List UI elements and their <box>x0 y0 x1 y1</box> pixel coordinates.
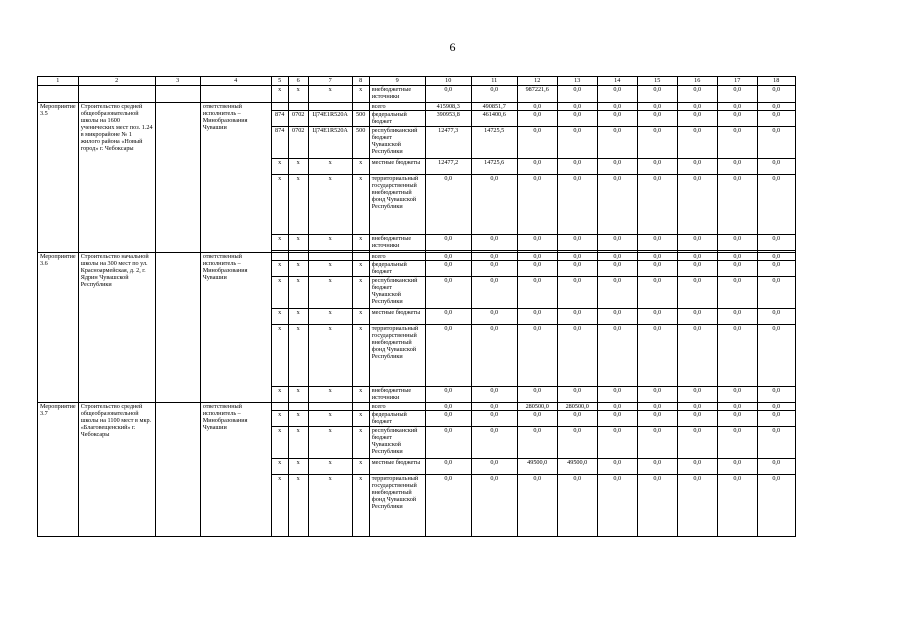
value-cell: 0,0 <box>517 411 557 427</box>
header-cell: 10 <box>425 77 471 86</box>
value-cell: 0,0 <box>471 387 517 403</box>
cell-c9: всего <box>369 253 425 261</box>
cell-c9: местные бюджеты <box>369 159 425 175</box>
cell-c5 <box>271 253 288 261</box>
value-cell: 987221,6 <box>517 86 557 103</box>
value-cell: 0,0 <box>597 411 637 427</box>
budget-table <box>37 76 796 537</box>
cell-c5: х <box>271 277 288 309</box>
cell-c6: х <box>288 475 308 537</box>
cell-c9: местные бюджеты <box>369 309 425 325</box>
header-cell: 13 <box>557 77 597 86</box>
table-row <box>38 103 796 111</box>
cell-c7: х <box>308 261 352 277</box>
value-cell: 0,0 <box>637 127 677 159</box>
value-cell: 0,0 <box>517 127 557 159</box>
cell-c9: территориальный государственный внебюджетный фонд Чувашской Республики <box>369 475 425 537</box>
value-cell: 0,0 <box>471 459 517 475</box>
cell-c8 <box>352 403 369 411</box>
cell-c8: х <box>352 427 369 459</box>
value-cell: 0,0 <box>757 387 795 403</box>
cell-c9: всего <box>369 103 425 111</box>
cell-c9: всего <box>369 403 425 411</box>
value-cell: 0,0 <box>717 427 757 459</box>
value-cell: 0,0 <box>677 403 717 411</box>
cell-c1 <box>38 86 79 103</box>
value-cell: 0,0 <box>757 277 795 309</box>
value-cell: 0,0 <box>471 309 517 325</box>
header-cell: 17 <box>717 77 757 86</box>
value-cell: 0,0 <box>717 309 757 325</box>
value-cell: 0,0 <box>557 261 597 277</box>
cell-c3 <box>155 103 200 253</box>
value-cell: 0,0 <box>597 127 637 159</box>
value-cell: 0,0 <box>677 261 717 277</box>
cell-c6: х <box>288 235 308 251</box>
cell-c7 <box>308 403 352 411</box>
cell-c5: х <box>271 159 288 175</box>
value-cell: 0,0 <box>517 253 557 261</box>
value-cell: 0,0 <box>717 475 757 537</box>
cell-c8: х <box>352 325 369 387</box>
value-cell: 0,0 <box>597 111 637 127</box>
value-cell: 0,0 <box>677 175 717 235</box>
value-cell: 0,0 <box>637 86 677 103</box>
value-cell: 0,0 <box>637 403 677 411</box>
cell-c6: 0702 <box>288 111 308 127</box>
cell-c6: х <box>288 309 308 325</box>
value-cell: 0,0 <box>677 427 717 459</box>
page-number: 6 <box>449 40 456 54</box>
cell-c8: х <box>352 86 369 103</box>
value-cell: 0,0 <box>717 111 757 127</box>
value-cell: 0,0 <box>717 235 757 251</box>
value-cell: 0,0 <box>557 475 597 537</box>
header-cell: 14 <box>597 77 637 86</box>
value-cell: 0,0 <box>597 159 637 175</box>
value-cell: 0,0 <box>717 261 757 277</box>
value-cell: 0,0 <box>425 427 471 459</box>
cell-c4 <box>200 86 271 103</box>
cell-c9: внебюджетные источники <box>369 235 425 251</box>
value-cell: 0,0 <box>597 325 637 387</box>
value-cell: 0,0 <box>637 411 677 427</box>
value-cell: 0,0 <box>677 277 717 309</box>
cell-c4: ответственный исполнитель – Минобразования Чувашии <box>200 253 271 403</box>
value-cell: 0,0 <box>471 277 517 309</box>
cell-c7: х <box>308 475 352 537</box>
cell-c8: х <box>352 387 369 403</box>
value-cell: 280500,0 <box>517 403 557 411</box>
value-cell: 0,0 <box>757 475 795 537</box>
cell-c6 <box>288 103 308 111</box>
value-cell: 0,0 <box>597 459 637 475</box>
cell-c7: х <box>308 459 352 475</box>
value-cell: 0,0 <box>557 111 597 127</box>
value-cell: 0,0 <box>637 459 677 475</box>
value-cell: 0,0 <box>717 325 757 387</box>
value-cell: 0,0 <box>517 261 557 277</box>
value-cell: 0,0 <box>637 175 677 235</box>
value-cell: 0,0 <box>677 111 717 127</box>
value-cell: 0,0 <box>717 459 757 475</box>
cell-c8 <box>352 103 369 111</box>
value-cell: 0,0 <box>557 325 597 387</box>
cell-c9: республиканский бюджет Чувашской Республики <box>369 427 425 459</box>
value-cell: 0,0 <box>637 261 677 277</box>
header-cell: 4 <box>200 77 271 86</box>
cell-c1: Мероприятие 3.5 <box>38 103 79 253</box>
cell-c7: х <box>308 159 352 175</box>
value-cell: 0,0 <box>425 235 471 251</box>
cell-c9: федеральный бюджет <box>369 261 425 277</box>
cell-c8: х <box>352 277 369 309</box>
cell-c4: ответственный исполнитель – Минобразования Чувашии <box>200 403 271 537</box>
cell-c9: внебюджетные источники <box>369 387 425 403</box>
value-cell: 0,0 <box>757 253 795 261</box>
cell-c9: территориальный государственный внебюджетный фонд Чувашской Республики <box>369 175 425 235</box>
cell-c2: Строительство начальной школы на 300 мест по ул. Красноармейская, д. 2, г. Ядрин Чувашской Республики <box>78 253 155 403</box>
value-cell: 0,0 <box>757 86 795 103</box>
value-cell: 0,0 <box>717 175 757 235</box>
value-cell: 0,0 <box>471 86 517 103</box>
value-cell: 0,0 <box>597 403 637 411</box>
value-cell: 390953,8 <box>425 111 471 127</box>
value-cell: 0,0 <box>597 235 637 251</box>
cell-c6: 0702 <box>288 127 308 159</box>
cell-c6: х <box>288 261 308 277</box>
value-cell: 0,0 <box>677 411 717 427</box>
value-cell: 0,0 <box>425 309 471 325</box>
value-cell: 280500,0 <box>557 403 597 411</box>
value-cell: 0,0 <box>425 261 471 277</box>
value-cell: 0,0 <box>757 235 795 251</box>
value-cell: 0,0 <box>677 127 717 159</box>
cell-c6: х <box>288 277 308 309</box>
cell-c7 <box>308 103 352 111</box>
cell-c8: х <box>352 159 369 175</box>
header-cell: 16 <box>677 77 717 86</box>
cell-c5: х <box>271 475 288 537</box>
cell-c6: х <box>288 387 308 403</box>
cell-c5: х <box>271 235 288 251</box>
header-cell: 2 <box>78 77 155 86</box>
cell-c3 <box>155 86 200 103</box>
value-cell: 0,0 <box>425 253 471 261</box>
value-cell: 0,0 <box>757 175 795 235</box>
value-cell: 0,0 <box>597 86 637 103</box>
value-cell: 0,0 <box>471 403 517 411</box>
cell-c8: х <box>352 411 369 427</box>
value-cell: 0,0 <box>757 411 795 427</box>
value-cell: 0,0 <box>471 253 517 261</box>
table-row <box>38 86 796 103</box>
value-cell: 0,0 <box>557 411 597 427</box>
cell-c9: республиканский бюджет Чувашской Республики <box>369 277 425 309</box>
value-cell: 0,0 <box>677 103 717 111</box>
value-cell: 415908,3 <box>425 103 471 111</box>
value-cell: 14725,6 <box>471 159 517 175</box>
cell-c7: Ц74Е1R520А <box>308 111 352 127</box>
cell-c7: х <box>308 277 352 309</box>
cell-c8: х <box>352 261 369 277</box>
value-cell: 0,0 <box>557 277 597 309</box>
cell-c6: х <box>288 411 308 427</box>
cell-c1: Мероприятие 3.7 <box>38 403 79 537</box>
value-cell: 0,0 <box>597 103 637 111</box>
value-cell: 0,0 <box>557 86 597 103</box>
header-cell: 7 <box>308 77 352 86</box>
value-cell: 0,0 <box>425 475 471 537</box>
value-cell: 0,0 <box>517 103 557 111</box>
cell-c5: х <box>271 427 288 459</box>
header-cell: 8 <box>352 77 369 86</box>
value-cell: 0,0 <box>757 159 795 175</box>
header-cell: 9 <box>369 77 425 86</box>
cell-c7: х <box>308 387 352 403</box>
cell-c7: х <box>308 309 352 325</box>
value-cell: 0,0 <box>717 411 757 427</box>
cell-c6: х <box>288 459 308 475</box>
value-cell: 0,0 <box>717 103 757 111</box>
cell-c7: х <box>308 86 352 103</box>
value-cell: 0,0 <box>637 235 677 251</box>
value-cell: 0,0 <box>597 277 637 309</box>
value-cell: 0,0 <box>557 253 597 261</box>
value-cell: 0,0 <box>517 175 557 235</box>
cell-c5 <box>271 103 288 111</box>
cell-c5: 874 <box>271 127 288 159</box>
value-cell: 0,0 <box>517 277 557 309</box>
value-cell: 0,0 <box>557 159 597 175</box>
table-row <box>38 403 796 411</box>
value-cell: 0,0 <box>471 427 517 459</box>
value-cell: 0,0 <box>677 253 717 261</box>
cell-c9: местные бюджеты <box>369 459 425 475</box>
cell-c8: х <box>352 459 369 475</box>
value-cell: 0,0 <box>637 475 677 537</box>
value-cell: 0,0 <box>757 127 795 159</box>
value-cell: 0,0 <box>597 387 637 403</box>
value-cell: 0,0 <box>557 309 597 325</box>
value-cell: 0,0 <box>717 277 757 309</box>
value-cell: 0,0 <box>717 253 757 261</box>
value-cell: 0,0 <box>597 309 637 325</box>
value-cell: 0,0 <box>425 325 471 387</box>
value-cell: 0,0 <box>637 103 677 111</box>
value-cell: 0,0 <box>425 459 471 475</box>
cell-c9: территориальный государственный внебюджетный фонд Чувашской Республики <box>369 325 425 387</box>
cell-c8: 500 <box>352 111 369 127</box>
cell-c6: х <box>288 159 308 175</box>
cell-c7: х <box>308 175 352 235</box>
value-cell: 0,0 <box>557 127 597 159</box>
value-cell: 12477,3 <box>425 127 471 159</box>
value-cell: 0,0 <box>717 127 757 159</box>
value-cell: 0,0 <box>425 403 471 411</box>
value-cell: 0,0 <box>557 427 597 459</box>
value-cell: 0,0 <box>425 411 471 427</box>
value-cell: 0,0 <box>471 475 517 537</box>
value-cell: 0,0 <box>637 253 677 261</box>
cell-c8: х <box>352 235 369 251</box>
value-cell: 0,0 <box>425 277 471 309</box>
value-cell: 0,0 <box>717 403 757 411</box>
value-cell: 0,0 <box>425 86 471 103</box>
value-cell: 0,0 <box>757 103 795 111</box>
value-cell: 0,0 <box>637 427 677 459</box>
value-cell: 0,0 <box>677 159 717 175</box>
header-cell: 3 <box>155 77 200 86</box>
cell-c1: Мероприятие 3.6 <box>38 253 79 403</box>
value-cell: 0,0 <box>637 309 677 325</box>
cell-c4: ответственный исполнитель – Минобразования Чувашии <box>200 103 271 253</box>
value-cell: 0,0 <box>717 86 757 103</box>
value-cell: 0,0 <box>677 235 717 251</box>
value-cell: 0,0 <box>597 261 637 277</box>
value-cell: 0,0 <box>677 387 717 403</box>
value-cell: 0,0 <box>757 459 795 475</box>
value-cell: 0,0 <box>471 411 517 427</box>
value-cell: 0,0 <box>637 387 677 403</box>
cell-c7: х <box>308 325 352 387</box>
cell-c7: Ц74Е1R520А <box>308 127 352 159</box>
value-cell: 0,0 <box>757 261 795 277</box>
cell-c5: х <box>271 261 288 277</box>
value-cell: 0,0 <box>557 387 597 403</box>
value-cell: 49500,0 <box>557 459 597 475</box>
cell-c8: 500 <box>352 127 369 159</box>
value-cell: 0,0 <box>517 111 557 127</box>
cell-c8: х <box>352 309 369 325</box>
value-cell: 0,0 <box>517 235 557 251</box>
value-cell: 12477,2 <box>425 159 471 175</box>
value-cell: 0,0 <box>517 475 557 537</box>
cell-c6 <box>288 253 308 261</box>
cell-c7: х <box>308 427 352 459</box>
cell-c5: х <box>271 411 288 427</box>
value-cell: 0,0 <box>717 387 757 403</box>
table-header-row <box>38 77 796 86</box>
cell-c8: х <box>352 175 369 235</box>
cell-c8: х <box>352 475 369 537</box>
header-cell: 15 <box>637 77 677 86</box>
header-cell: 11 <box>471 77 517 86</box>
cell-c2: Строительство средней общеобразовательной школы на 1600 ученических мест поз. 1.24 в микрорайоне № 1 жилого района «Новый город» г. Чебоксары <box>78 103 155 253</box>
cell-c3 <box>155 403 200 537</box>
cell-c6 <box>288 403 308 411</box>
cell-c8 <box>352 253 369 261</box>
cell-c2: Строительство средней общеобразовательной школы на 1100 мест в мкр. «Благовещенский» г. Чебоксары <box>78 403 155 537</box>
table-row <box>38 253 796 261</box>
value-cell: 461400,6 <box>471 111 517 127</box>
cell-c9: федеральный бюджет <box>369 111 425 127</box>
cell-c6: х <box>288 175 308 235</box>
value-cell: 0,0 <box>597 475 637 537</box>
value-cell: 0,0 <box>637 277 677 309</box>
value-cell: 0,0 <box>597 175 637 235</box>
value-cell: 0,0 <box>677 309 717 325</box>
cell-c6: х <box>288 86 308 103</box>
cell-c7: х <box>308 411 352 427</box>
value-cell: 0,0 <box>597 253 637 261</box>
cell-c9: внебюджетные источники <box>369 86 425 103</box>
value-cell: 0,0 <box>471 175 517 235</box>
value-cell: 0,0 <box>517 427 557 459</box>
value-cell: 0,0 <box>757 427 795 459</box>
cell-c9: федеральный бюджет <box>369 411 425 427</box>
header-cell: 18 <box>757 77 795 86</box>
value-cell: 0,0 <box>637 159 677 175</box>
cell-c5: х <box>271 86 288 103</box>
header-cell: 5 <box>271 77 288 86</box>
value-cell: 0,0 <box>677 459 717 475</box>
cell-c5: х <box>271 325 288 387</box>
value-cell: 490851,7 <box>471 103 517 111</box>
value-cell: 0,0 <box>517 309 557 325</box>
cell-c6: х <box>288 427 308 459</box>
value-cell: 0,0 <box>471 325 517 387</box>
cell-c5: х <box>271 309 288 325</box>
value-cell: 0,0 <box>425 387 471 403</box>
cell-c7 <box>308 253 352 261</box>
value-cell: 0,0 <box>757 325 795 387</box>
cell-c5: х <box>271 459 288 475</box>
header-cell: 1 <box>38 77 79 86</box>
cell-c6: х <box>288 325 308 387</box>
cell-c5 <box>271 403 288 411</box>
cell-c2 <box>78 86 155 103</box>
value-cell: 0,0 <box>517 159 557 175</box>
value-cell: 0,0 <box>557 235 597 251</box>
cell-c3 <box>155 253 200 403</box>
value-cell: 0,0 <box>471 261 517 277</box>
value-cell: 0,0 <box>425 175 471 235</box>
cell-c5: 874 <box>271 111 288 127</box>
value-cell: 0,0 <box>757 309 795 325</box>
cell-c9: республиканский бюджет Чувашской Республики <box>369 127 425 159</box>
header-cell: 6 <box>288 77 308 86</box>
value-cell: 0,0 <box>677 475 717 537</box>
value-cell: 0,0 <box>677 86 717 103</box>
value-cell: 0,0 <box>637 111 677 127</box>
cell-c5: х <box>271 175 288 235</box>
value-cell: 49500,0 <box>517 459 557 475</box>
value-cell: 0,0 <box>597 427 637 459</box>
value-cell: 0,0 <box>757 111 795 127</box>
value-cell: 0,0 <box>757 403 795 411</box>
value-cell: 14725,5 <box>471 127 517 159</box>
value-cell: 0,0 <box>517 387 557 403</box>
header-cell: 12 <box>517 77 557 86</box>
value-cell: 0,0 <box>717 159 757 175</box>
value-cell: 0,0 <box>637 325 677 387</box>
cell-c5: х <box>271 387 288 403</box>
value-cell: 0,0 <box>677 325 717 387</box>
value-cell: 0,0 <box>517 325 557 387</box>
cell-c7: х <box>308 235 352 251</box>
value-cell: 0,0 <box>557 103 597 111</box>
value-cell: 0,0 <box>471 235 517 251</box>
value-cell: 0,0 <box>557 175 597 235</box>
